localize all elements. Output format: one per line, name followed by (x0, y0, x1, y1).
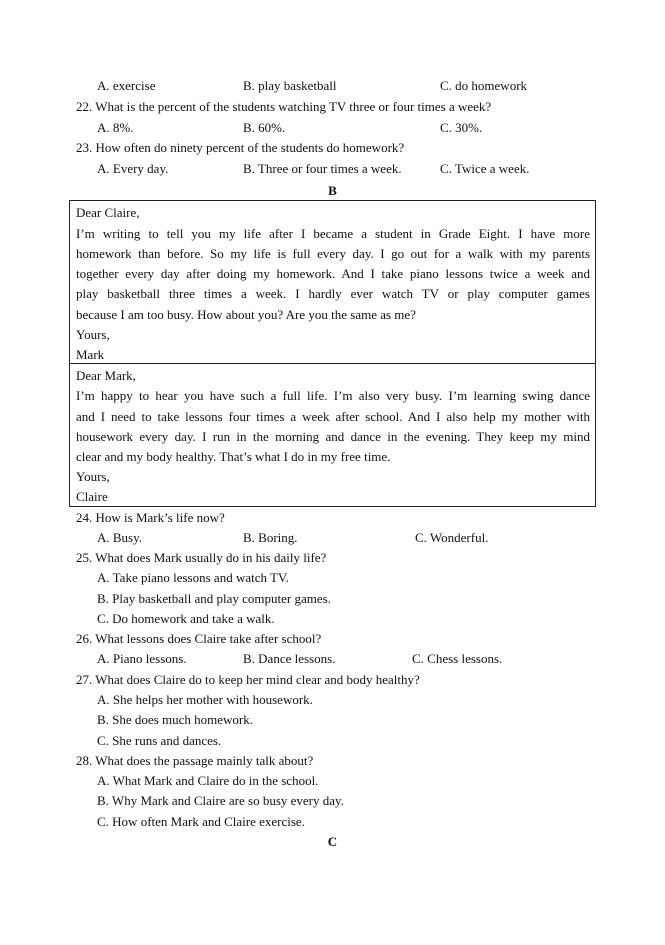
q25-option-b: B. Play basketball and play computer games. (97, 591, 331, 606)
q27-option-a: A. She helps her mother with housework. (97, 692, 313, 707)
q26-option-c: C. Chess lessons. (412, 651, 503, 666)
letter2-closing: Yours, (76, 469, 110, 484)
q26-option-a: A. Piano lessons. (97, 651, 187, 666)
q28-option-c: C. How often Mark and Claire exercise. (97, 814, 305, 829)
letter1-line: play basketball three times a week. I hardly ever watch TV or play computer games (76, 286, 590, 301)
letter2-line: and I need to take lessons four times a week after school. And I also help my mother with (76, 409, 590, 424)
letter-claire (70, 364, 595, 506)
letter2-line: clear and my body healthy. That’s what I do in my free time. (76, 449, 391, 464)
letter1-line: I’m writing to tell you my life after I became a student in Grade Eight. I have more (76, 226, 590, 241)
letter1-line: because I am too busy. How about you? Are you the same as me? (76, 307, 416, 322)
q27-option-c: C. She runs and dances. (97, 733, 222, 748)
q23-option-c: C. Twice a week. (440, 161, 530, 176)
q26-option-b: B. Dance lessons. (243, 651, 336, 666)
q21-option-b: B. play basketball (243, 78, 337, 93)
letters-divider (69, 363, 596, 364)
letter-mark (70, 201, 595, 363)
letter2-line: I’m happy to hear you have such a full life. I’m also very busy. I’m learning swing dance (76, 388, 590, 403)
letter2-line: housework every day. I run in the morning and dance in the evening. They keep my mind (76, 429, 590, 444)
q28-option-b: B. Why Mark and Claire are so busy every day. (97, 793, 344, 808)
q22-option-b: B. 60%. (243, 120, 286, 135)
q24-option-c: C. Wonderful. (415, 530, 489, 545)
q24-option-b: B. Boring. (243, 530, 298, 545)
section-b-heading: B (328, 183, 337, 198)
letter1-closing: Yours, (76, 327, 110, 342)
q28-option-a: A. What Mark and Claire do in the school. (97, 773, 319, 788)
q23-option-a: A. Every day. (97, 161, 169, 176)
q25-option-a: A. Take piano lessons and watch TV. (97, 570, 289, 585)
q28-question: 28. What does the passage mainly talk about? (76, 753, 314, 768)
q24-option-a: A. Busy. (97, 530, 143, 545)
q25-question: 25. What does Mark usually do in his daily life? (76, 550, 327, 565)
letters-box (69, 200, 596, 507)
q22-option-c: C. 30%. (440, 120, 483, 135)
letter2-greeting: Dear Mark, (76, 368, 136, 383)
q21-option-a: A. exercise (97, 78, 156, 93)
q21-option-c: C. do homework (440, 78, 528, 93)
letter1-signature: Mark (76, 347, 105, 362)
q22-question: 22. What is the percent of the students watching TV three or four times a week? (76, 99, 492, 114)
letter1-greeting: Dear Claire, (76, 205, 140, 220)
letter2-signature: Claire (76, 489, 108, 504)
q22-option-a: A. 8%. (97, 120, 134, 135)
letter1-line: homework than before. So my life is full every day. I go out for a walk with my parents (76, 246, 590, 261)
q24-question: 24. How is Mark’s life now? (76, 510, 225, 525)
letter1-line: together every day after doing my homework. And I take piano lessons twice a week and (76, 266, 590, 281)
q23-option-b: B. Three or four times a week. (243, 161, 402, 176)
q27-question: 27. What does Claire do to keep her mind clear and body healthy? (76, 672, 420, 687)
q25-option-c: C. Do homework and take a walk. (97, 611, 275, 626)
section-c-heading: C (327, 834, 338, 849)
q26-question: 26. What lessons does Claire take after school? (76, 631, 322, 646)
q27-option-b: B. She does much homework. (97, 712, 253, 727)
q23-question: 23. How often do ninety percent of the students do homework? (76, 140, 405, 155)
